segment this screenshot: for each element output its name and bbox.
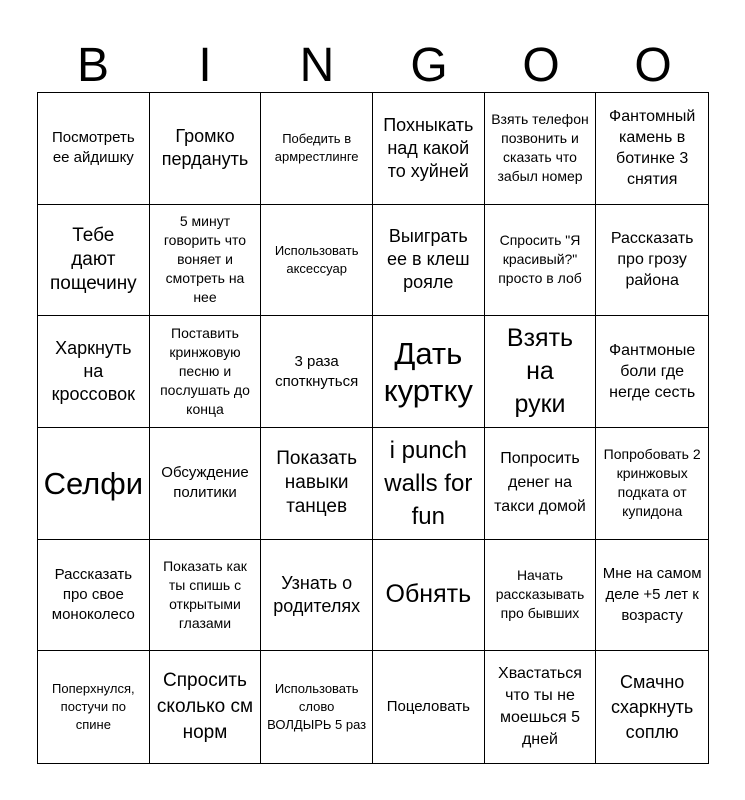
cell-text: Смачно схаркнуть соплю — [611, 671, 694, 742]
cell-text: Громко пердануть — [161, 126, 249, 170]
cell-text: i punch walls for fun — [384, 436, 473, 530]
cell-text: 3 раза споткнуться — [275, 352, 359, 390]
cell-text: Рассказать про свое моноколесо — [51, 565, 135, 623]
bingo-cell[interactable] — [38, 651, 150, 763]
cell-text: Мне на самом деле +5 лет к возрасту — [602, 565, 702, 625]
bingo-cell[interactable] — [485, 316, 597, 428]
cell-text: Попробовать 2 кринжовых подката от купидона — [603, 446, 701, 520]
cell-text: Поставить кринжовую песню и послушать до конца — [160, 325, 250, 418]
bingo-cell[interactable] — [261, 93, 373, 205]
title-letter-o: O — [522, 39, 560, 92]
cell-text: Обнять — [385, 580, 472, 609]
bingo-cell[interactable] — [261, 428, 373, 540]
cell-text: Селфи — [43, 465, 144, 501]
title-letter-i: I — [198, 39, 212, 92]
cell-text: Использовать аксессуар — [274, 242, 359, 276]
bingo-cell[interactable] — [261, 316, 373, 428]
cell-text: Выиграть ее в клеш рояле — [387, 226, 470, 293]
bingo-grid — [37, 92, 709, 764]
cell-text: Поперхнулся, постучи по спине — [52, 681, 135, 733]
bingo-cell[interactable] — [150, 428, 262, 540]
cell-text: Дать куртку — [383, 335, 473, 408]
bingo-cell[interactable] — [373, 205, 485, 317]
bingo-cell[interactable] — [485, 93, 597, 205]
bingo-cell[interactable] — [150, 316, 262, 428]
bingo-cell[interactable] — [38, 93, 150, 205]
cell-text: 5 минут говорить что воняет и смотреть на нее — [163, 213, 247, 306]
cell-text: Похныкать над какой то хуйней — [383, 114, 474, 181]
bingo-cell[interactable] — [38, 428, 150, 540]
bingo-cell[interactable] — [373, 316, 485, 428]
bingo-cell[interactable] — [261, 205, 373, 317]
cell-text: Фантмоные боли где негде сесть — [608, 342, 696, 402]
bingo-cell[interactable] — [150, 540, 262, 652]
cell-text: Спросить сколько см норм — [156, 670, 254, 744]
title-letter-o-2: O — [634, 39, 672, 92]
bingo-cell[interactable] — [150, 205, 262, 317]
cell-text: Хвастаться что ты не моешься 5 дней — [498, 665, 582, 749]
cell-text: Показать навыки танцев — [276, 448, 358, 518]
cell-text: Использовать слово ВОЛДЫРЬ 5 раз — [267, 681, 367, 733]
bingo-cell[interactable] — [485, 205, 597, 317]
bingo-cell[interactable] — [596, 651, 708, 763]
cell-text: Узнать о родителях — [273, 572, 361, 616]
bingo-cell[interactable] — [485, 651, 597, 763]
bingo-cell[interactable] — [485, 540, 597, 652]
bingo-cell[interactable] — [596, 93, 708, 205]
cell-text: Показать как ты спишь с открытыми глазами — [163, 557, 247, 631]
bingo-title — [37, 38, 709, 94]
cell-text: Фантомный камень в ботинке 3 снятия — [609, 108, 696, 189]
bingo-cell[interactable] — [485, 428, 597, 540]
bingo-cell[interactable] — [373, 93, 485, 205]
title-letter-g: G — [410, 39, 448, 92]
bingo-cell[interactable] — [150, 93, 262, 205]
bingo-cell[interactable] — [261, 651, 373, 763]
cell-text: Спросить "Я красивый?" просто в лоб — [498, 232, 582, 287]
bingo-cell[interactable] — [373, 540, 485, 652]
bingo-cell[interactable] — [150, 651, 262, 763]
bingo-cell[interactable] — [38, 316, 150, 428]
bingo-cell[interactable] — [596, 316, 708, 428]
title-letter-b: B — [76, 39, 109, 92]
cell-text: Начать рассказывать про бывших — [495, 567, 585, 622]
cell-text: Попросить денег на такси домой — [494, 450, 586, 516]
bingo-cell[interactable] — [261, 540, 373, 652]
bingo-cell[interactable] — [596, 428, 708, 540]
cell-text: Рассказать про грозу района — [610, 230, 694, 290]
cell-text: Взять на руки — [506, 324, 574, 419]
cell-text: Взять телефон позвонить и сказать что забыл номер — [491, 111, 589, 185]
cell-text: Победить в армрестлинге — [274, 131, 359, 165]
cell-text: Тебе дают пощечину — [49, 224, 137, 294]
bingo-cell[interactable] — [38, 540, 150, 652]
bingo-cell[interactable] — [373, 428, 485, 540]
bingo-cell[interactable] — [596, 205, 708, 317]
bingo-cell[interactable] — [596, 540, 708, 652]
cell-text: Посмотреть ее айдишку — [51, 129, 135, 167]
bingo-cell[interactable] — [38, 205, 150, 317]
cell-text: Обсуждение политики — [161, 464, 249, 502]
title-letter-n: N — [299, 39, 335, 92]
bingo-cell[interactable] — [373, 651, 485, 763]
cell-text: Харкнуть на кроссовок — [51, 338, 135, 405]
cell-text: Поцеловать — [386, 698, 470, 716]
